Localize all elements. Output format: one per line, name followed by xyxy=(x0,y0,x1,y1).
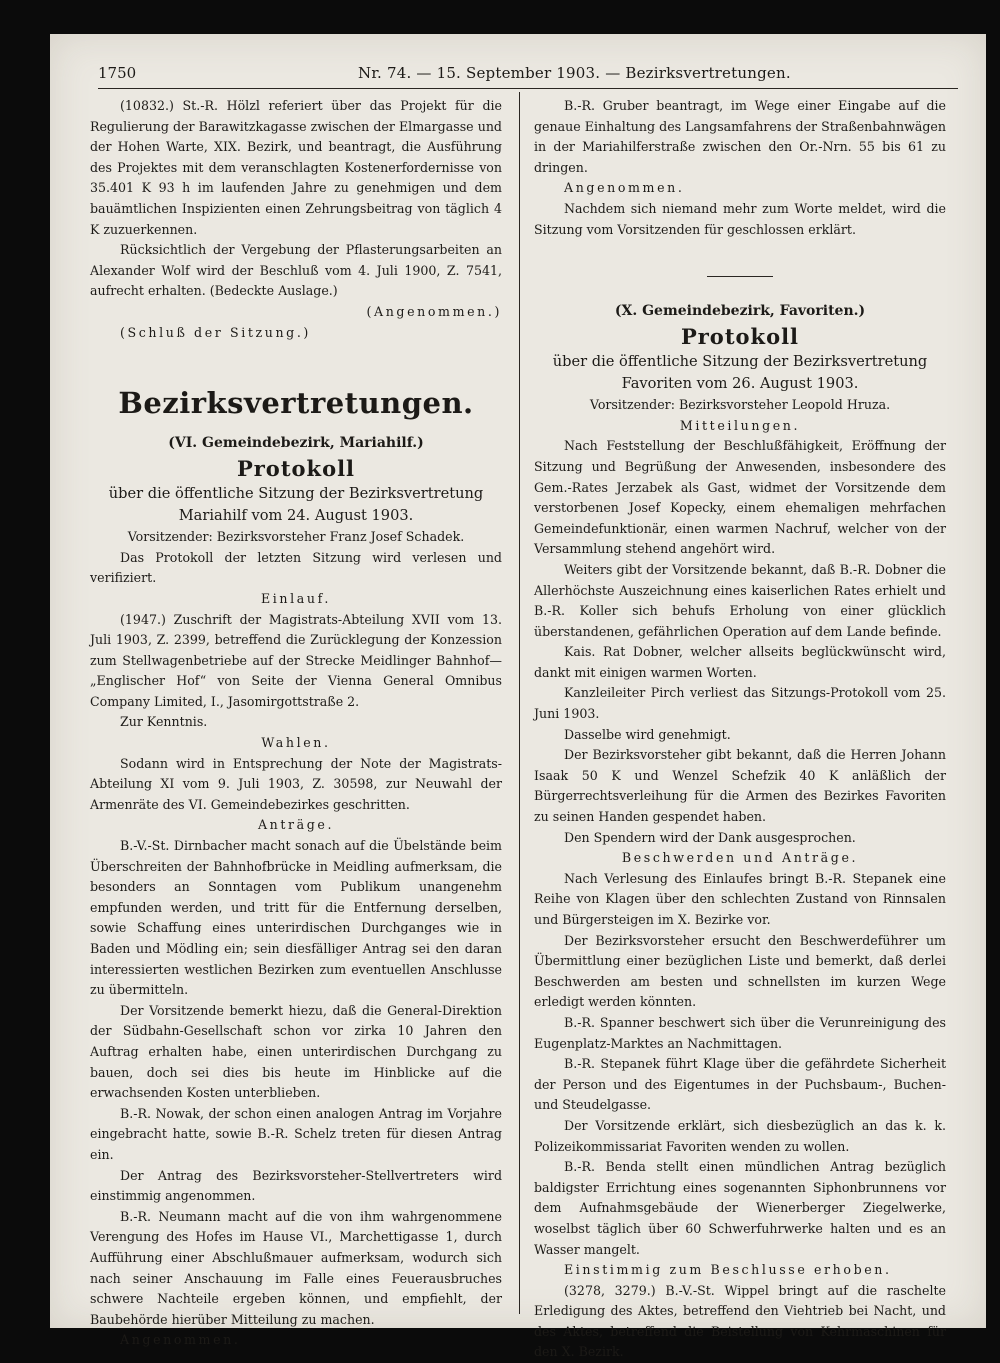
paragraph: B.-R. Stepanek führt Klage über die gefährdete Sicherheit der Person und des Eigentumes in der Puchsbaum-, Buchen- und Steudelgasse. xyxy=(534,1056,946,1113)
chairman-line: Vorsitzender: Bezirksvorsteher Leopold Hruza. xyxy=(589,397,891,413)
paragraph: Der Vorsitzende bemerkt hiezu, daß die General-Direktion der Südbahn-Gesellschaft schon vor zirka 10 Jahren den Auftrag erhalten habe, einen unterirdischen Durchgang zu bauen, doch sei dies bis heute im Hinblicke auf die erwachsenden Kosten unterblieben. xyxy=(90,1002,502,1101)
protokoll-heading: Protokoll xyxy=(236,456,356,482)
paragraph: B.-R. Benda stellt einen mündlichen Antrag bezüglich baldigster Errichtung eines sogenannten Siphonbrunnens vor dem Aufnahmsgebäude der Wienerberger Ziegelwerke, woselbst täglich über 60 Schwerfuhrwerke halten und es an Wasser mangelt. xyxy=(534,1159,946,1257)
section-divider xyxy=(707,276,773,277)
paragraph: Nach Verlesung des Einlaufes bringt B.-R. Stepanek eine Reihe von Klagen über den schlechten Zustand von Rinnsalen und Bürgersteigen im X. Bezirke vor. xyxy=(534,870,946,927)
subheading-einlauf: Einlauf. xyxy=(261,590,331,606)
running-title: Nr. 74. — 15. September 1903. — Bezirksvertretungen. xyxy=(358,64,791,82)
paragraph: Weiters gibt der Vorsitzende bekannt, daß B.-R. Dobner die Allerhöchste Auszeichnung eines kaiserlichen Rates erhielt und B.-R. Koller sich behufs Erholung von einer glücklich überstandenen, gefährlichen Operation auf dem Lande befinde. xyxy=(534,561,946,639)
paragraph: Rücksichtlich der Vergebung der Pflasterungsarbeiten an Alexander Wolf wird der Beschluß vom 4. Juli 1900, Z. 7541, aufrecht erhalten. (Bedeckte Auslage.) xyxy=(90,242,502,299)
session-end: (Schluß der Sitzung.) xyxy=(120,324,311,340)
session-lead: über die öffentliche Sitzung der Bezirksvertretung Mariahilf vom 24. August 1903. xyxy=(108,485,484,525)
header-rule xyxy=(98,88,958,89)
protokoll-heading: Protokoll xyxy=(680,324,800,350)
paragraph: Der Bezirksvorsteher ersucht den Beschwerdeführer um Übermittlung einer bezüglichen Liste und bemerkt, daß derlei Beschwerden am besten und schnellsten im kurzen Wege erledigt werden könnten. xyxy=(534,932,946,1010)
district-heading: (VI. Gemeindebezirk, Mariahilf.) xyxy=(168,435,424,452)
chairman-line: Vorsitzender: Bezirksvorsteher Franz Josef Schadek. xyxy=(127,529,465,545)
district-heading: (X. Gemeindebezirk, Favoriten.) xyxy=(614,303,866,320)
paragraph: Der Antrag des Bezirksvorsteher-Stellvertreters wird einstimmig angenommen. xyxy=(90,1167,502,1204)
paragraph: B.-R. Neumann macht auf die von ihm wahrgenommene Verengung des Hofes im Hause VI., Marchettigasse 1, durch Aufführung einer Abschlußmauer aufmerksam, wodurch sich nach seiner Anschauung im Falle eines Feuerausbruches schwere Nachteile ergeben können, und empfiehlt, der Baubehörde hierüber Mitteilung zu machen. xyxy=(90,1208,502,1327)
paragraph: Dasselbe wird genehmigt. xyxy=(564,726,731,742)
subheading-antraege: Anträge. xyxy=(257,817,335,833)
page-number: 1750 xyxy=(98,64,137,82)
paragraph: (3278, 3279.) B.-V.-St. Wippel bringt auf die raschelte Erledigung des Aktes, betreffend den Viehtrieb bei Nacht, und des Aktes, betreffend die Beistellung von Kehrmaschinen für den X. Bezirk. xyxy=(534,1282,946,1360)
right-column xyxy=(534,96,946,1363)
left-column xyxy=(90,96,502,1351)
paragraph: Den Spendern wird der Dank ausgesprochen. xyxy=(564,829,856,845)
paragraph: Einstimmig zum Beschlusse erhoben. xyxy=(564,1262,892,1278)
paragraph: Kais. Rat Dobner, welcher allseits beglückwünscht wird, dankt mit einigen warmen Worten. xyxy=(534,644,946,680)
column-divider xyxy=(519,92,520,1314)
paragraph: Der Vorsitzende erklärt, sich diesbezüglich an das k. k. Polizeikommissariat Favoriten wenden zu wollen. xyxy=(534,1117,946,1154)
subheading-beschwerden: Beschwerden und Anträge. xyxy=(621,850,859,866)
paragraph: Zur Kenntnis. xyxy=(120,714,208,730)
paragraph: Sodann wird in Entsprechung der Note der Magistrats-Abteilung XI vom 9. Juli 1903, Z. 30598, zur Neuwahl der Armenräte des VI. Gemeindebezirkes geschritten. xyxy=(90,755,502,812)
paragraph: B.-R. Nowak, der schon einen analogen Antrag im Vorjahre eingebracht hatte, sowie B.-R. Schelz treten für diesen Antrag ein. xyxy=(90,1105,502,1162)
section-title: Bezirksvertretungen. xyxy=(118,386,474,421)
paragraph: B.-R. Gruber beantragt, im Wege einer Eingabe auf die genaue Einhaltung des Langsamfahrens der Straßenbahnwägen in der Mariahilferstraße zwischen den Or.-Nrn. 55 bis 61 zu dringen. xyxy=(534,98,946,175)
paragraph: (1947.) Zuschrift der Magistrats-Abteilung XVII vom 13. Juli 1903, Z. 2399, betreffend die Zurücklegung der Konzession zum Stellwagenbetriebe auf der Strecke Meidlinger Bahnhof—„Englischer Hof“ von Seite der Vienna General Omnibus Company Limited, I., Jasomirgottstraße 2. xyxy=(90,611,502,709)
paragraph: Der Bezirksvorsteher gibt bekannt, daß die Herren Johann Isaak 50 K und Wenzel Schefzik 40 K anläßlich der Bürgerrechtsverleihung für die Armen des Bezirkes Favoriten zu seinen Handen gespendet haben. xyxy=(534,747,946,825)
result-note: (Angenommen.) xyxy=(366,303,502,319)
paragraph: Nach Feststellung der Beschlußfähigkeit, Eröffnung der Sitzung und Begrüßung der Anwesenden, insbesondere des Gem.-Rates Jerzabek als Gast, widmet der Vorsitzende dem verstorbenen Josef Kopecky, einem ehemaligen mehrfachen Gemeindefunktionär, einen warmen Nachruf, welcher von der Versammlung stehend angehört wird. xyxy=(534,438,946,557)
paragraph: Angenommen. xyxy=(564,180,685,196)
paragraph: Nachdem sich niemand mehr zum Worte meldet, wird die Sitzung vom Vorsitzenden für geschlossen erklärt. xyxy=(534,200,946,237)
session-lead: über die öffentliche Sitzung der Bezirksvertretung Favoriten vom 26. August 1903. xyxy=(552,353,928,393)
paragraph: Kanzleileiter Pirch verliest das Sitzungs-Protokoll vom 25. Juni 1903. xyxy=(534,685,946,722)
subheading-mitteilungen: Mitteilungen. xyxy=(679,417,801,433)
subheading-wahlen: Wahlen. xyxy=(261,735,331,751)
paragraph: Das Protokoll der letzten Sitzung wird verlesen und verifiziert. xyxy=(90,549,502,586)
paragraph: B.-V.-St. Dirnbacher macht sonach auf die Übelstände beim Überschreiten der Bahnhofbrücke in Meidling aufmerksam, die besonders an Sonntagen vom Publikum unangenehm empfunden werden, und tritt für die Entfernung derselben, sowie Schaffung eines unterirdischen Durchganges wie in Baden und Mödling ein; sein diesfälliger Antrag sei den daran interessierten westlichen Bezirken zum eventuellen Anschlusse zu übermitteln. xyxy=(90,838,502,998)
paragraph: Angenommen. xyxy=(120,1332,241,1348)
paragraph: (10832.) St.-R. Hölzl referiert über das Projekt für die Regulierung der Barawitzkagasse zwischen der Elmargasse und der Hohen Warte, XIX. Bezirk, und beantragt, die Ausführung des Projektes mit dem veranschlagten Kostenerfordernisse von 35.401 K 93 h im laufenden Jahre zu genehmigen und dem bauämtlichen Inspizienten einen Zehrungsbeitrag von täglich 4 K zuzuerkennen. xyxy=(90,98,502,237)
paragraph: B.-R. Spanner beschwert sich über die Verunreinigung des Eugenplatz-Marktes an Nachmittagen. xyxy=(534,1014,946,1051)
